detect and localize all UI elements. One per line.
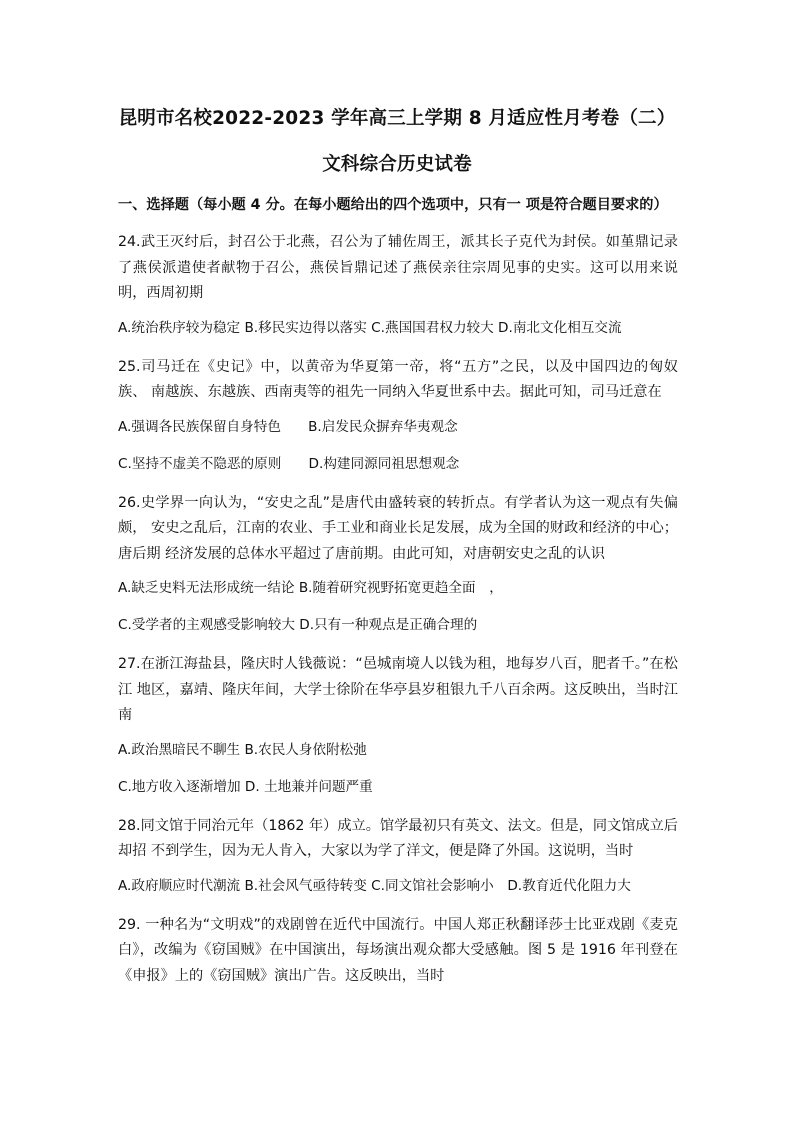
option-line: A.强调各民族保留自身特色 B.启发民众摒弃华夷观念: [118, 418, 458, 435]
question-stem: 28.同文馆于同治元年（1862 年）成立。馆学最初只有英文、法文。但是，同文馆成立后却招 不到学生，因为无人肯入，大家以为学了洋文，便是降了外国。这说明，当时: [118, 817, 678, 859]
question-24: [118, 230, 678, 338]
question-stem: 25.司马迁在《史记》中，以黄帝为华夏第一帝，将“五方”之民，以及中国四边的匈奴族、 南越族、东越族、西南夷等的祖先一同纳入华夏世系中去。据此可知，司马迁意在: [118, 358, 678, 400]
question-stem: 27.在浙江海盐县，隆庆时人钱薇说：“邑城南境人以钱为租，地每岁八百，肥者千。”在松江 地区，嘉靖、隆庆年间，大学士徐阶在华亭县岁租银九千八百余两。这反映出，当时江南: [118, 656, 678, 723]
option-line: C.地方收入逐渐增加 D. 土地兼并问题严重: [118, 778, 373, 795]
option-line: C.坚持不虚美不隐恶的原则 D.构建同源同祖思想观念: [118, 455, 460, 472]
question-stem: 26.史学界一向认为，“安史之乱”是唐代由盛转衰的转折点。有学者认为这一观点有失偏颇， 安史之乱后，江南的农业、手工业和商业长足发展，成为全国的财政和经济的中心；唐后期 经济发展的总体水平超过了唐前期。由此可知，对唐朝安史之乱的认识: [118, 494, 678, 562]
exam-subtitle: 文科综合历史试卷: [322, 154, 472, 175]
question-28: [118, 814, 678, 896]
option-line: A.统治秩序较为稳定 B.移民实边得以落实 C.燕国国君权力较大 D.南北文化相互交流: [118, 319, 622, 336]
option-line: A.政府顺应时代潮流 B.社会风气亟待转变 C.同文馆社会影响小 D.教育近代化阻力大: [118, 877, 631, 894]
option-line: C.受学者的主观感受影响较大 D.只有一种观点是正确合理的: [118, 617, 478, 633]
question-26: [118, 491, 678, 636]
option-line: A.政治黑暗民不聊生 B.农民人身依附松弛: [118, 741, 367, 758]
section-heading: 一、选择题（每小题 4 分。在每小题给出的四个选项中，只有一 项是符合题目要求的）: [118, 197, 668, 213]
question-stem: 24.武王灭纣后，封召公于北燕，召公为了辅佐周王，派其长子克代为封侯。如堇鼎记录了燕侯派遣使者献物于召公，燕侯旨鼎记述了燕侯亲往宗周见事的史实。这可以用来说明，西周初期: [118, 234, 678, 301]
question-list: [118, 230, 678, 1000]
question-stem: 29. 一种名为“文明戏”的戏剧曾在近代中国流行。中国人郑正秋翻译莎士比亚戏剧《麦克 白》，改编为《窃国贼》在中国演出，每场演出观众都大受感触。图 5 是 1916 年刊登在 《申报》上的《窃国贼》演出广告。这反映出，当时: [118, 916, 678, 984]
question-27: [118, 652, 678, 797]
question-25: [118, 355, 678, 474]
exam-title: 昆明市名校2022-2023 学年高三上学期 8 月适应性月考卷（二）: [118, 108, 676, 129]
option-line: A.缺乏史料无法形成统一结论 B.随着研究视野拓宽更趋全面 ，: [118, 580, 503, 596]
question-29: [118, 913, 678, 990]
